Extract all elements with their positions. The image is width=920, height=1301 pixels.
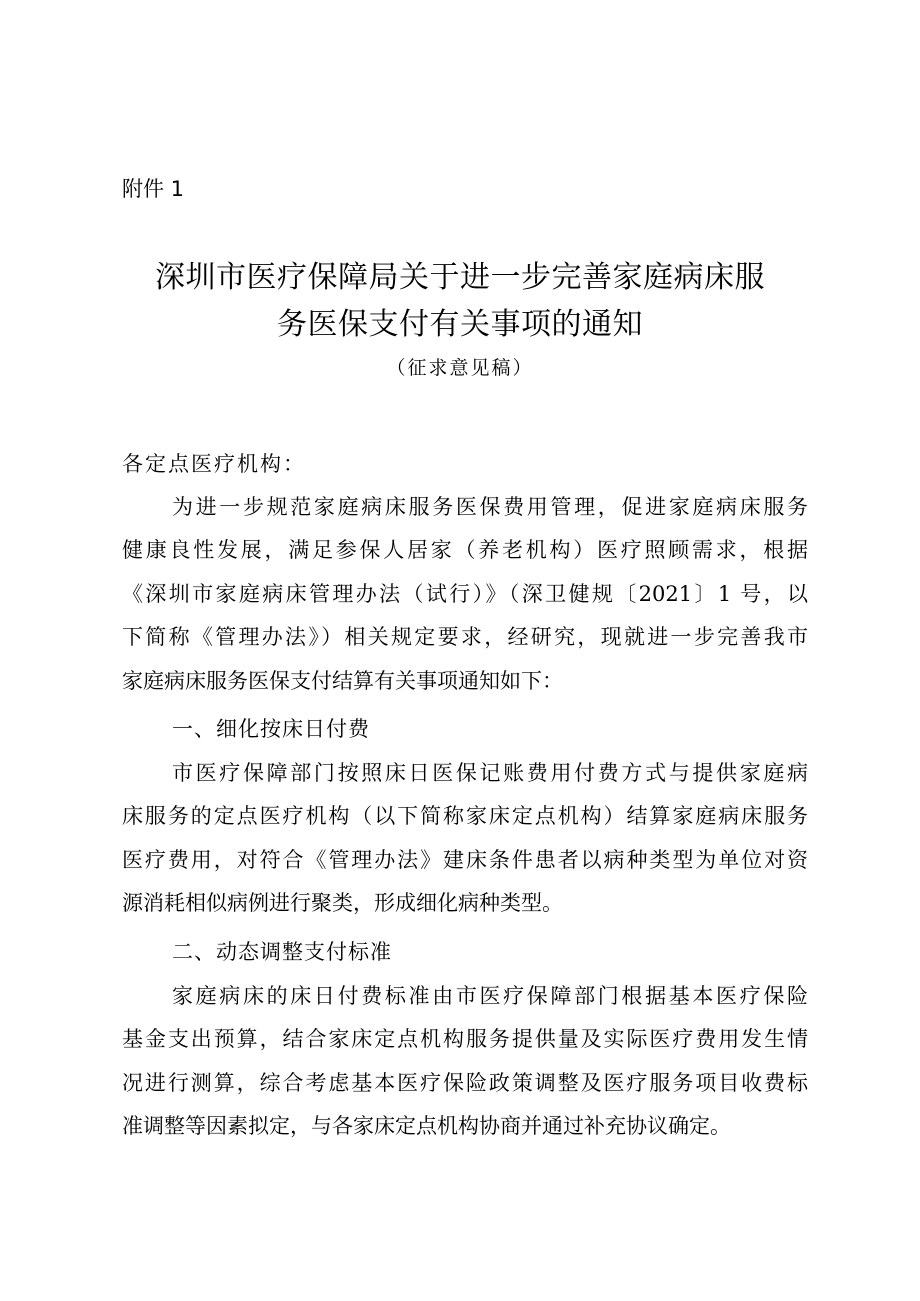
document-title-line-2: 务医保支付有关事项的通知 xyxy=(277,307,643,342)
section-heading-1: 一、细化按床日付费 xyxy=(172,717,370,741)
section-2-line: 准调整等因素拟定，与各家床定点机构协商并通过补充协议确定。 xyxy=(122,1114,731,1138)
addressee: 各定点医疗机构： xyxy=(122,452,306,476)
section-2-line: 家庭病床的床日付费标准由市医疗保障部门根据基本医疗保险 xyxy=(172,984,808,1008)
intro-line: 家庭病床服务医保支付结算有关事项通知如下： xyxy=(122,669,563,693)
section-heading-2: 二、动态调整支付标准 xyxy=(172,940,392,964)
intro-line: 健康良性发展，满足参保人居家（养老机构）医疗照顾需求，根据 xyxy=(122,538,808,562)
document-subtitle: （征求意见稿） xyxy=(386,357,534,379)
intro-line: 下简称《管理办法》）相关规定要求，经研究，现就进一步完善我市 xyxy=(122,625,808,649)
section-1-line: 市医疗保障部门按照床日医保记账费用付费方式与提供家庭病 xyxy=(172,761,808,785)
intro-line: 《深圳市家庭病床管理办法（试行）》（深卫健规〔2021〕1 号，以 xyxy=(122,582,808,606)
attachment-label: 附件 1 xyxy=(122,177,185,201)
section-1-line: 源消耗相似病例进行聚类，形成细化病种类型。 xyxy=(122,891,563,915)
section-2-line: 况进行测算，综合考虑基本医疗保险政策调整及医疗服务项目收费标 xyxy=(122,1071,808,1095)
section-1-line: 医疗费用，对符合《管理办法》建床条件患者以病种类型为单位对资 xyxy=(122,848,808,872)
document-title-line-1: 深圳市医疗保障局关于进一步完善家庭病床服 xyxy=(155,260,765,295)
intro-line: 为进一步规范家庭病床服务医保费用管理，促进家庭病床服务 xyxy=(172,495,808,519)
section-2-line: 基金支出预算，结合家床定点机构服务提供量及实际医疗费用发生情 xyxy=(122,1027,808,1051)
section-1-line: 床服务的定点医疗机构（以下简称家床定点机构）结算家庭病床服务 xyxy=(122,804,808,828)
